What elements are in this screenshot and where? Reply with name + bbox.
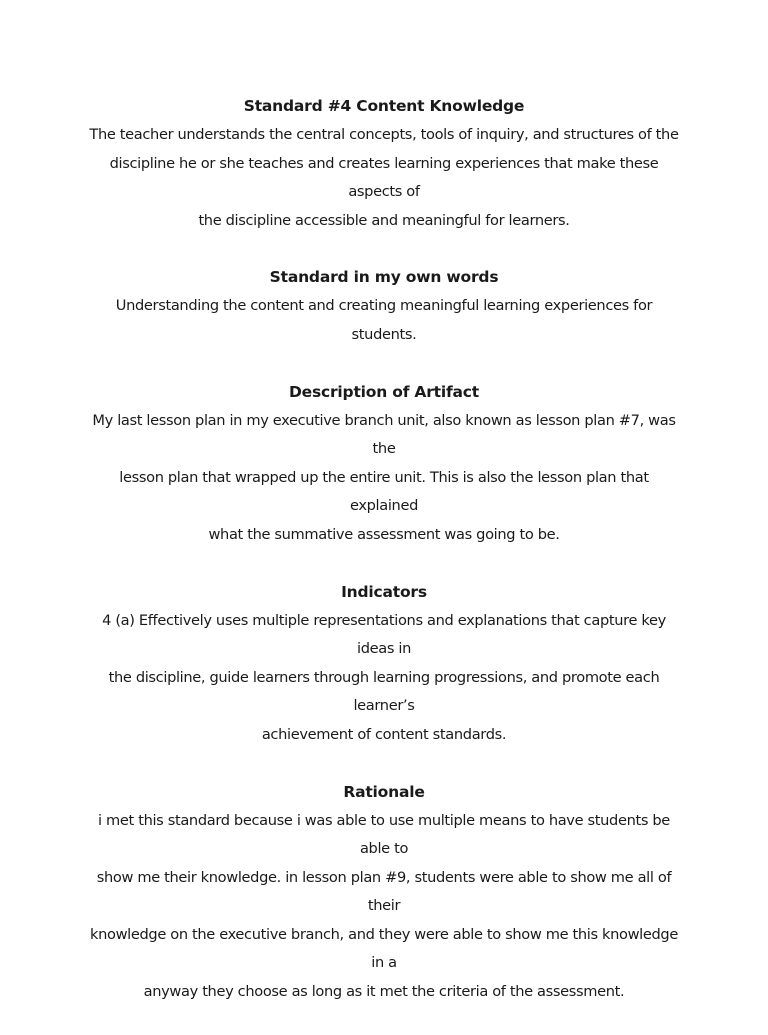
body-line: The teacher understands the central concepts, tools of inquiry, and structures of the	[89, 126, 679, 143]
body-line: the discipline, guide learners through learning progressions, and promote each learner’s	[108, 668, 660, 715]
document-content	[84, 92, 684, 1035]
body-line: Understanding the content and creating meaningful learning experiences for students.	[115, 297, 653, 343]
section-standard	[84, 92, 684, 235]
body-line: the discipline accessible and meaningful for learners.	[198, 211, 570, 229]
section-artifact	[84, 378, 684, 550]
section-heading: Standard in my own words	[269, 268, 499, 287]
section-heading: Standard #4 Content Knowledge	[243, 97, 525, 115]
section-indicators	[84, 578, 684, 750]
body-line: achievement of content standards.	[261, 725, 507, 743]
section-heading: Indicators	[341, 582, 427, 601]
body-line: anyway they choose as long as it met the criteria of the assessment.	[143, 983, 625, 1001]
body-line: My last lesson plan in my executive branch unit, also known as lesson plan #7, was the	[92, 411, 676, 458]
section-rationale	[84, 778, 684, 1007]
body-line: discipline he or she teaches and creates learning experiences that make these aspects of	[109, 154, 659, 201]
section-heading: Rationale	[343, 782, 425, 801]
section-own-words	[84, 263, 684, 349]
body-line: show me their knowledge. in lesson plan #9, students were able to show me all of their	[96, 868, 672, 915]
body-line: i met this standard because i was able to use multiple means to have students be able to	[98, 811, 670, 858]
body-line: what the summative assessment was going to be.	[208, 525, 560, 543]
body-line: knowledge on the executive branch, and they were able to show me this knowledge in a	[90, 925, 678, 972]
body-line: lesson plan that wrapped up the entire unit. This is also the lesson plan that explained	[119, 468, 649, 515]
section-heading: Description of Artifact	[289, 382, 479, 401]
body-line: 4 (a) Effectively uses multiple representations and explanations that capture key ideas in	[102, 611, 666, 658]
